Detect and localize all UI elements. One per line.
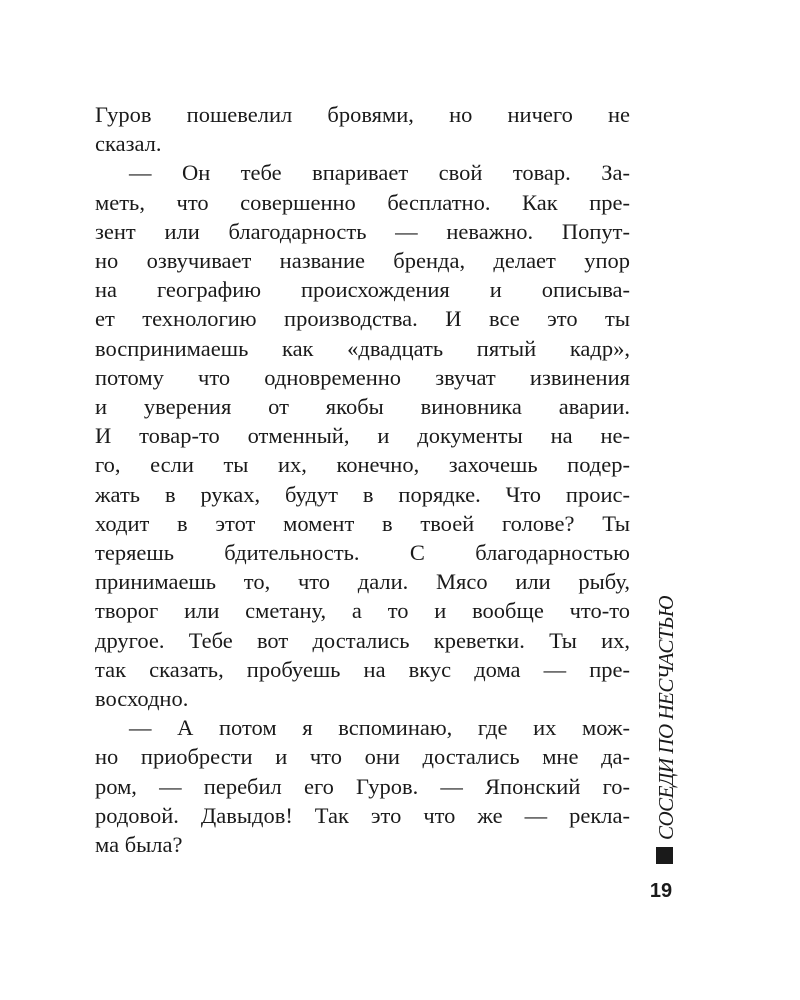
- text-line: Гуров пошевелил бровями, но ничего не: [95, 102, 630, 127]
- text-line: и уверения от якобы виновника аварии.: [95, 394, 630, 420]
- text-line: ром, — перебил его Гуров. — Японский го-: [95, 773, 630, 799]
- square-marker-icon: [656, 847, 673, 864]
- page-number: 19: [649, 880, 673, 902]
- text-line: потому что одновременно звучат извинения: [95, 364, 630, 390]
- text-line: го, если ты их, конечно, захочешь подер-: [95, 452, 630, 478]
- text-line: другое. Тебе вот достались креветки. Ты их,: [95, 627, 630, 653]
- text-line: теряешь бдительность. С благодарностью: [95, 540, 630, 566]
- text-line: зент или благодарность — неважно. Попут-: [95, 218, 630, 244]
- body-text: [95, 100, 630, 859]
- text-line: — А потом я вспоминаю, где их мож-: [129, 715, 630, 741]
- text-line: так сказать, пробуешь на вкус дома — пре-: [95, 656, 630, 682]
- text-line: воспринимаешь как «двадцать пятый кадр»,: [95, 335, 630, 361]
- text-line: родовой. Давыдов! Так это что же — рекла-: [95, 802, 630, 828]
- text-line: меть, что совершенно бесплатно. Как пре-: [95, 189, 630, 215]
- running-title: СОСЕДИ ПО НЕСЧАСТЬЮ: [654, 595, 678, 840]
- text-line: творог или сметану, а то и вообще что-то: [95, 598, 630, 624]
- running-head: [648, 595, 684, 880]
- text-line: но озвучивает название бренда, делает упор: [95, 248, 630, 274]
- text-line: сказал.: [95, 131, 162, 157]
- text-line: на географию происхождения и описыва-: [95, 277, 630, 303]
- text-line: но приобрести и что они достались мне да-: [95, 744, 630, 770]
- text-line: принимаешь то, что дали. Мясо или рыбу,: [95, 569, 630, 595]
- text-line: ходит в этот момент в твоей голове? Ты: [95, 510, 630, 536]
- text-line: ма была?: [95, 832, 183, 858]
- text-line: И товар-то отменный, и документы на не-: [95, 423, 630, 449]
- text-line: восходно.: [95, 686, 189, 712]
- text-line: ет технологию производства. И все это ты: [95, 306, 630, 332]
- text-line: — Он тебе впаривает свой товар. За-: [129, 160, 630, 186]
- text-line: жать в руках, будут в порядке. Что проис-: [95, 481, 630, 507]
